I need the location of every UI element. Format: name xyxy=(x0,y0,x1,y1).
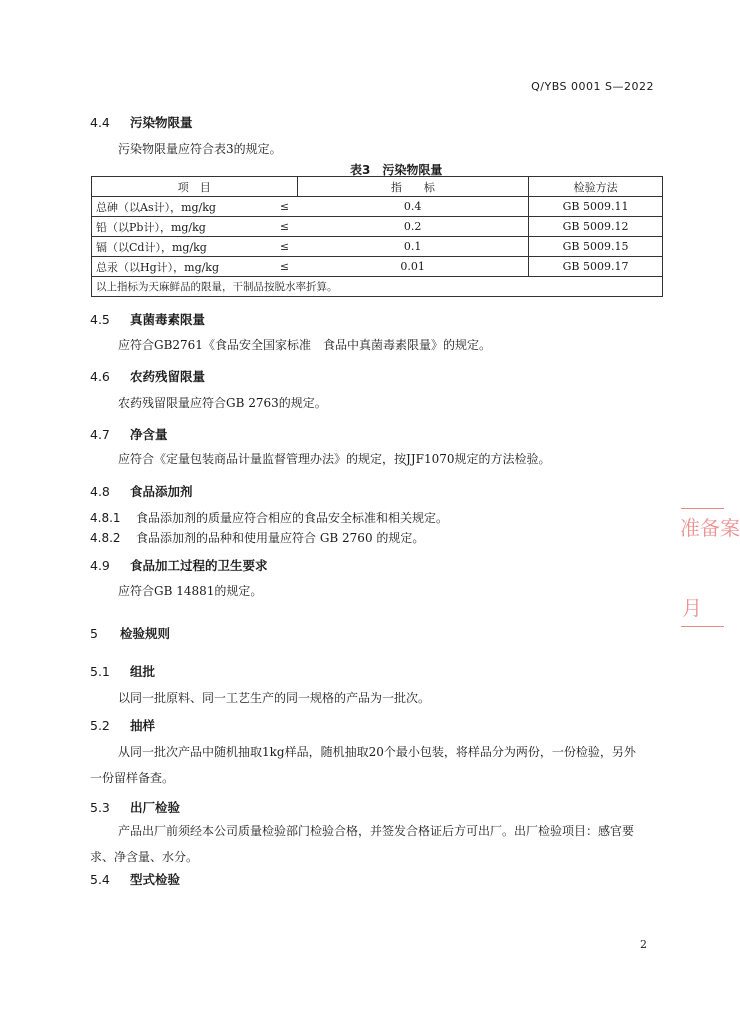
document-code: Q/YBS 0001 S—2022 xyxy=(531,80,654,93)
less-equal-symbol: ≤ xyxy=(279,220,290,233)
table-row xyxy=(92,257,663,277)
section-5-2-text: 从同一批次产品中随机抽取1kg样品，随机抽取20个最小包装，将样品分为两份，一份检验，另外一份留样备查。 xyxy=(90,745,636,785)
cell-value: 0.4 xyxy=(297,197,529,217)
clause-number: 4.8.1 xyxy=(90,511,121,525)
table-header-row xyxy=(92,177,663,197)
cell-item xyxy=(92,257,298,277)
less-equal-symbol: ≤ xyxy=(279,240,290,253)
section-title: 检验规则 xyxy=(120,626,171,641)
clause-4-8-1 xyxy=(90,509,448,526)
section-4-7-text: 应符合《定量包装商品计量监督管理办法》的规定，按JJF1070规定的方法检验。 xyxy=(118,452,551,466)
clause-number: 4.8.2 xyxy=(90,531,121,545)
section-4-7-heading xyxy=(90,425,168,443)
section-4-5-heading xyxy=(90,310,205,328)
cell-value: 0.1 xyxy=(297,237,529,257)
clause-4-8-2 xyxy=(90,529,424,546)
section-number: 4.5 xyxy=(90,312,110,327)
section-5-3-heading xyxy=(90,798,180,816)
table-row xyxy=(92,237,663,257)
section-title: 抽样 xyxy=(130,718,156,733)
section-title: 组批 xyxy=(130,664,156,679)
section-4-5-text: 应符合GB2761《食品安全国家标准 食品中真菌毒素限量》的规定。 xyxy=(118,338,491,352)
section-4-6-heading xyxy=(90,367,205,385)
section-title: 食品添加剂 xyxy=(130,484,193,499)
section-number: 5.3 xyxy=(90,800,110,815)
section-title: 食品加工过程的卫生要求 xyxy=(130,558,268,573)
cell-item xyxy=(92,197,298,217)
header-item: 项 目 xyxy=(92,177,298,197)
table-note-row xyxy=(92,277,663,297)
cell-method: GB 5009.15 xyxy=(529,237,663,257)
section-5-1-heading xyxy=(90,662,155,680)
section-title: 农药残留限量 xyxy=(130,369,206,384)
header-limit: 指 标 xyxy=(297,177,529,197)
item-label: 镉（以Cd计），mg/kg xyxy=(96,240,207,254)
section-4-9-heading xyxy=(90,556,268,574)
section-5-3-text: 产品出厂前须经本公司质量检验部门检验合格，并签发合格证后方可出厂。出厂检验项目：感官要求、净含量、水分。 xyxy=(90,824,635,864)
filing-stamp-date: 月 xyxy=(682,596,702,620)
table-note: 以上指标为天麻鲜品的限量，干制品按脱水率折算。 xyxy=(92,277,663,297)
section-title: 污染物限量 xyxy=(130,115,193,130)
section-number: 5.2 xyxy=(90,718,110,733)
clause-text: 食品添加剂的品种和使用量应符合 GB 2760 的规定。 xyxy=(136,531,425,545)
item-label: 总汞（以Hg计），mg/kg xyxy=(96,260,220,274)
section-number: 5.1 xyxy=(90,664,110,679)
item-label: 铅（以Pb计），mg/kg xyxy=(96,220,206,234)
clause-text: 食品添加剂的质量应符合相应的食品安全标准和相关规定。 xyxy=(136,511,449,525)
section-4-9-text: 应符合GB 14881的规定。 xyxy=(118,584,263,598)
section-number: 4.8 xyxy=(90,484,110,499)
section-number: 4.9 xyxy=(90,558,110,573)
chapter-5-heading xyxy=(90,624,170,642)
section-number: 5 xyxy=(90,626,98,641)
section-number: 4.4 xyxy=(90,115,110,130)
cell-item xyxy=(92,237,298,257)
table-row xyxy=(92,217,663,237)
section-title: 真菌毒素限量 xyxy=(130,312,206,327)
section-number: 4.7 xyxy=(90,427,110,442)
stamp-border-bottom xyxy=(681,626,724,627)
cell-value: 0.01 xyxy=(297,257,529,277)
section-4-8-heading xyxy=(90,482,193,500)
table-row xyxy=(92,197,663,217)
table-caption: 表3 污染物限量 xyxy=(350,163,443,177)
section-5-4-heading xyxy=(90,870,180,888)
contaminant-limits-table xyxy=(91,176,663,297)
section-number: 5.4 xyxy=(90,872,110,887)
cell-method: GB 5009.12 xyxy=(529,217,663,237)
item-label: 总砷（以As计），mg/kg xyxy=(96,200,216,214)
section-number: 4.6 xyxy=(90,369,110,384)
section-title: 型式检验 xyxy=(130,872,181,887)
cell-item xyxy=(92,217,298,237)
cell-value: 0.2 xyxy=(297,217,529,237)
section-5-1-text: 以同一批原料、同一工艺生产的同一规格的产品为一批次。 xyxy=(118,691,431,705)
section-4-6-text: 农药残留限量应符合GB 2763的规定。 xyxy=(118,396,327,410)
cell-method: GB 5009.11 xyxy=(529,197,663,217)
cell-method: GB 5009.17 xyxy=(529,257,663,277)
page-number: 2 xyxy=(640,938,647,951)
section-4-4-heading xyxy=(90,113,193,131)
stamp-border-top xyxy=(681,508,724,509)
header-method: 检验方法 xyxy=(529,177,663,197)
section-title: 净含量 xyxy=(130,427,168,442)
less-equal-symbol: ≤ xyxy=(279,200,290,213)
less-equal-symbol: ≤ xyxy=(279,260,290,273)
section-title: 出厂检验 xyxy=(130,800,181,815)
filing-stamp-text: 准备案 xyxy=(680,516,740,540)
section-5-2-heading xyxy=(90,716,155,734)
section-4-4-text: 污染物限量应符合表3的规定。 xyxy=(118,142,282,156)
